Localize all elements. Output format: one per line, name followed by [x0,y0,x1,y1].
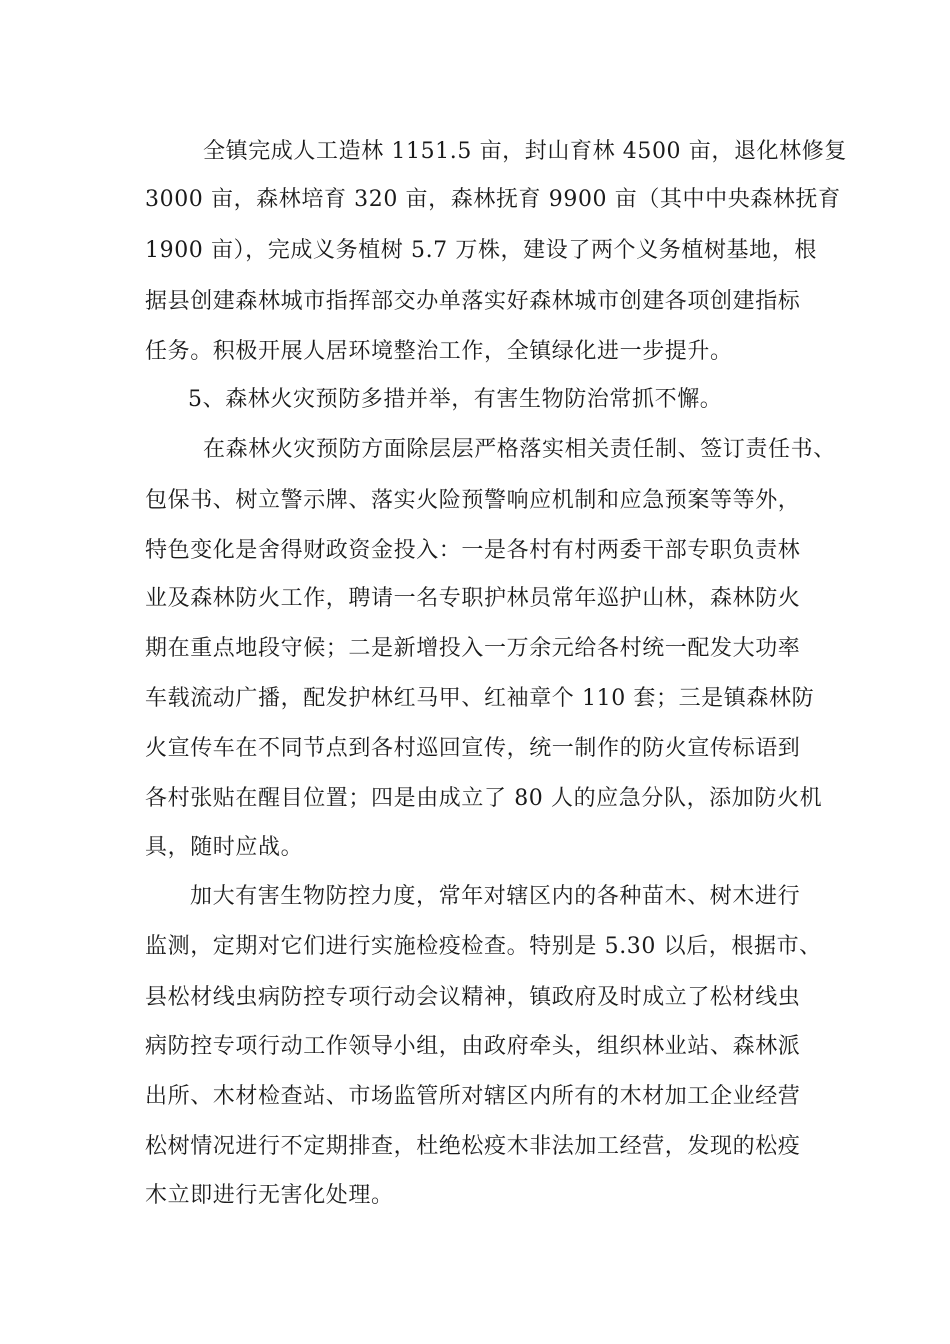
paragraph-line: 据县创建森林城市指挥部交办单落实好森林城市创建各项创建指标 [145,289,801,314]
paragraph-line: 包保书、树立警示牌、落实火险预警响应机制和应急预案等等外， [145,488,801,513]
paragraph-line: 各村张贴在醒目位置；四是由成立了 80 人的应急分队，添加防火机 [145,786,823,811]
paragraph-line: 全镇完成人工造林 1151.5 亩，封山育林 4500 亩，退化林修复 [203,139,847,164]
paragraph-line: 加大有害生物防控力度，常年对辖区内的各种苗木、树木进行 [190,884,801,909]
paragraph-line: 期在重点地段守候；二是新增投入一万余元给各村统一配发大功率 [145,636,801,661]
paragraph-line: 病防控专项行动工作领导小组，由政府牵头，组织林业站、森林派 [145,1034,801,1059]
paragraph-line: 3000 亩，森林培育 320 亩，森林抚育 9900 亩（其中中央森林抚育 [145,187,841,212]
paragraph-line: 木立即进行无害化处理。 [145,1183,394,1208]
paragraph-line: 松树情况进行不定期排查，杜绝松疫木非法加工经营，发现的松疫 [145,1134,801,1159]
paragraph-line: 县松材线虫病防控专项行动会议精神，镇政府及时成立了松材线虫 [145,985,801,1010]
paragraph-line: 特色变化是舍得财政资金投入：一是各村有村两委干部专职负责林 [145,538,801,563]
paragraph-line: 在森林火灾预防方面除层层严格落实相关责任制、签订责任书、 [203,437,836,462]
paragraph-line: 监测，定期对它们进行实施检疫检查。特别是 5.30 以后，根据市、 [145,934,822,959]
paragraph-line: 业及森林防火工作，聘请一名专职护林员常年巡护山林，森林防火 [145,586,801,611]
paragraph-line: 1900 亩），完成义务植树 5.7 万株，建设了两个义务植树基地，根 [145,238,817,263]
paragraph-line: 出所、木材检查站、市场监管所对辖区内所有的木材加工企业经营 [145,1084,801,1109]
paragraph-line: 具，随时应战。 [145,835,304,860]
paragraph-line: 车载流动广播，配发护林红马甲、红袖章个 110 套；三是镇森林防 [145,686,815,711]
paragraph-line: 火宣传车在不同节点到各村巡回宣传，统一制作的防火宣传标语到 [145,736,801,761]
paragraph-line: 任务。积极开展人居环境整治工作，全镇绿化进一步提升。 [145,339,733,364]
section-heading: 5、森林火灾预防多措并举，有害生物防治常抓不懈。 [188,387,723,412]
